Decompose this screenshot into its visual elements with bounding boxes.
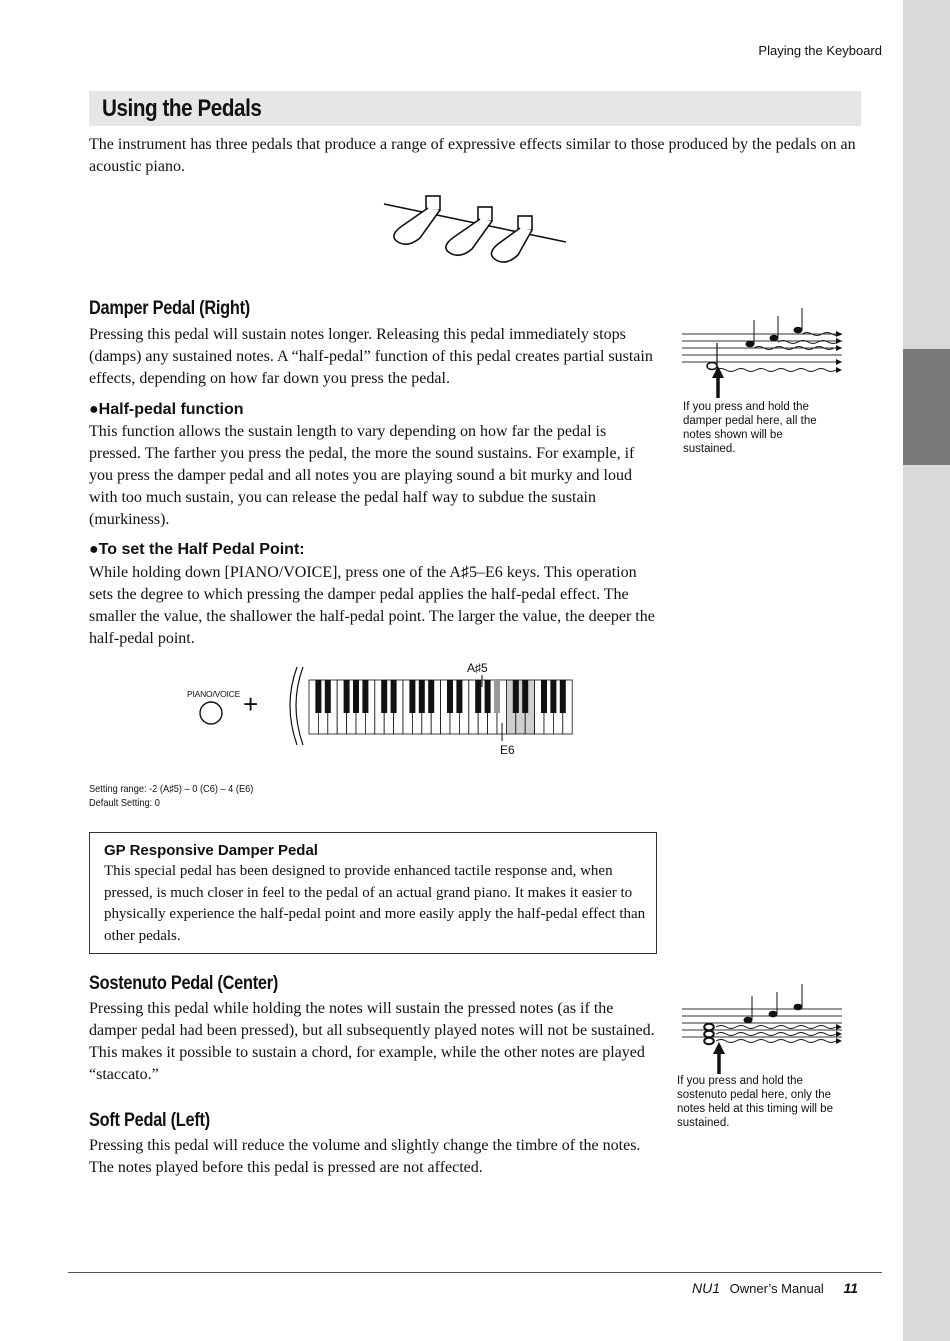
piano-voice-label: PIANO/VOICE bbox=[187, 689, 241, 699]
half-pedal-paragraph: This function allows the sustain length to vary depending on how far the pedal is pressed. The farther you press the pedal, the more the sound sustains. For example, if you press the damper pedal and all notes you are playing sound a bit murky and loud with too much sustain, you can release the pedal half way to subdue the sustain (murkiness). bbox=[89, 423, 635, 528]
black-key bbox=[428, 680, 434, 713]
black-key bbox=[550, 680, 556, 713]
black-key bbox=[419, 680, 425, 713]
sostenuto-caption: If you press and hold the sostenuto pedal here, only the notes held at this timing will be sustained. bbox=[677, 1075, 833, 1129]
black-key bbox=[485, 680, 491, 713]
footer-manual: Owner’s Manual bbox=[729, 1281, 824, 1296]
black-key bbox=[362, 680, 368, 713]
half-pedal-heading: ●Half-pedal function bbox=[89, 401, 244, 418]
black-key bbox=[353, 680, 359, 713]
page-number: 11 bbox=[843, 1280, 858, 1296]
sostenuto-notation bbox=[680, 994, 845, 1074]
plus-sign: + bbox=[243, 689, 259, 719]
side-margin-bar bbox=[903, 0, 950, 1341]
chapter-tab bbox=[903, 349, 950, 465]
footer-model: NU1 bbox=[692, 1280, 721, 1296]
keyboard-diagram bbox=[285, 665, 560, 750]
section-title: Using the Pedals bbox=[102, 95, 262, 122]
black-key bbox=[325, 680, 331, 713]
damper-paragraph: Pressing this pedal will sustain notes longer. Releasing this pedal immediately stops (damps) any sustained notes. A “half-pedal” function of this pedal creates partial sustain effects, depending on how far down you press the pedal. bbox=[89, 326, 653, 387]
piano-voice-button[interactable] bbox=[198, 700, 224, 726]
footer bbox=[692, 1280, 858, 1296]
sostenuto-paragraph: Pressing this pedal while holding the notes will sustain the pressed notes (as if the damper pedal had been pressed), but all subsequently played notes will not be sustained. This makes it possible to sustain a chord, for example, while the other notes are played “staccato.” bbox=[89, 1000, 655, 1083]
black-key bbox=[475, 680, 481, 713]
soft-heading: Soft Pedal (Left) bbox=[89, 1110, 210, 1131]
black-key bbox=[409, 680, 415, 713]
running-header: Playing the Keyboard bbox=[758, 43, 882, 58]
black-key bbox=[344, 680, 350, 713]
damper-notation bbox=[680, 318, 845, 398]
gp-note-title: GP Responsive Damper Pedal bbox=[104, 842, 318, 859]
section-title-bar bbox=[89, 91, 861, 126]
intro-paragraph: The instrument has three pedals that produce a range of expressive effects similar to those produced by the pedals on an acoustic piano. bbox=[89, 136, 856, 175]
black-key bbox=[456, 680, 462, 713]
setting-range: Setting range: -2 (A♯5) – 0 (C6) – 4 (E6) bbox=[89, 783, 254, 795]
black-key bbox=[522, 680, 528, 713]
black-key bbox=[541, 680, 547, 713]
black-key bbox=[381, 680, 387, 713]
default-setting: Default Setting: 0 bbox=[89, 797, 160, 809]
key-label-asharp5: A♯5 bbox=[467, 661, 488, 675]
black-key bbox=[494, 680, 500, 713]
sostenuto-heading: Sostenuto Pedal (Center) bbox=[89, 973, 279, 994]
footer-rule bbox=[68, 1272, 882, 1273]
black-key bbox=[560, 680, 566, 713]
black-key bbox=[513, 680, 519, 713]
soft-paragraph: Pressing this pedal will reduce the volume and slightly change the timbre of the notes. The notes played before this pedal is pressed are not affected. bbox=[89, 1137, 641, 1176]
black-key bbox=[391, 680, 397, 713]
pedals-illustration bbox=[380, 192, 570, 267]
black-key bbox=[447, 680, 453, 713]
damper-heading: Damper Pedal (Right) bbox=[89, 298, 250, 319]
set-point-paragraph: While holding down [PIANO/VOICE], press one of the A♯5–E6 keys. This operation sets the degree to which pressing the damper pedal applies the half-pedal effect. The smaller the value, the shallower the half-pedal point. The larger the value, the deeper the half-pedal point. bbox=[89, 564, 655, 647]
set-point-heading: ●To set the Half Pedal Point: bbox=[89, 541, 305, 558]
gp-note-box bbox=[89, 832, 657, 954]
gp-note-text: This special pedal has been designed to provide enhanced tactile response and, when pressed, is much closer in feel to the pedal of an actual grand piano. It makes it easier to physically experience the half-pedal point and more easily apply the half-pedal effect than other pedals. bbox=[104, 863, 646, 944]
damper-caption: If you press and hold the damper pedal here, all the notes shown will be sustained. bbox=[683, 401, 817, 455]
black-key bbox=[315, 680, 321, 713]
key-label-e6: E6 bbox=[500, 743, 515, 757]
